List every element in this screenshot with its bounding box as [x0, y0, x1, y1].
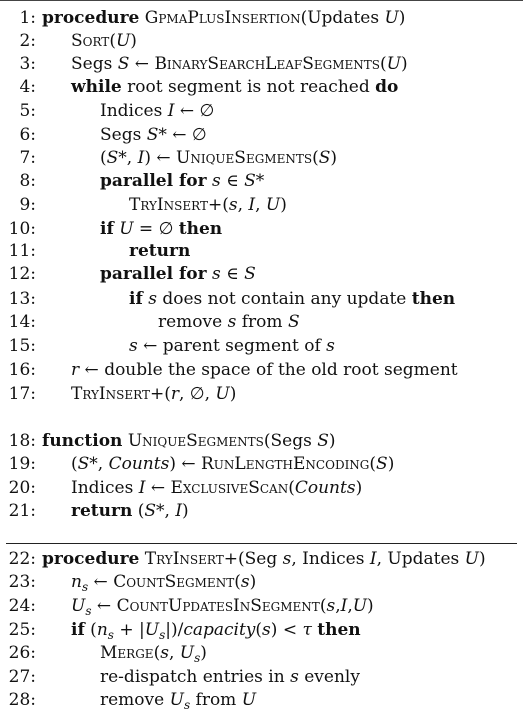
math-variable: U	[386, 54, 401, 74]
line-code	[42, 7, 405, 29]
line-code	[71, 53, 408, 75]
code-text: )	[387, 454, 395, 474]
line-number: 7:	[19, 148, 36, 168]
procedure-name: Merge	[100, 643, 154, 663]
math-variable: S	[317, 431, 329, 451]
math-variable: S	[318, 148, 331, 168]
code-text: (	[319, 596, 327, 616]
line-code	[129, 194, 287, 216]
math-subscript: s	[81, 580, 89, 594]
procedure-name: RunLengthEncoding	[201, 454, 370, 474]
top-rule	[0, 0, 523, 1]
code-text: )	[130, 31, 137, 51]
math-variable: I	[137, 148, 145, 168]
line-number: 8:	[19, 171, 36, 191]
code-text: ←	[91, 596, 117, 616]
math-variable: s	[262, 620, 271, 640]
code-text: (	[100, 148, 107, 168]
line-code	[100, 642, 207, 669]
keyword: if	[129, 289, 143, 309]
math-variable: S*	[77, 454, 98, 474]
code-text: + |	[113, 620, 145, 640]
code-text: ∈	[220, 171, 245, 191]
code-text: )	[249, 572, 257, 592]
code-text: (	[312, 148, 319, 168]
procedure-name: Sort	[71, 31, 110, 51]
line-code	[100, 147, 337, 169]
code-text: (	[234, 572, 241, 592]
code-text: ,	[255, 195, 266, 215]
code-text: ) <	[270, 620, 303, 640]
keyword: while	[71, 77, 122, 97]
code-text: evenly	[298, 667, 360, 687]
line-number: 24:	[8, 596, 36, 616]
math-variable: s	[228, 195, 238, 215]
line-code	[100, 263, 256, 285]
math-variable: τ	[302, 620, 312, 640]
code-text: , Updates	[376, 549, 465, 569]
line-code	[42, 548, 486, 570]
math-subscript: s	[107, 628, 114, 642]
procedure-name: TryInsert	[144, 549, 224, 569]
math-variable: S*	[144, 501, 165, 521]
code-text: )	[328, 431, 336, 451]
line-number: 1:	[19, 8, 36, 28]
line-code	[71, 500, 189, 522]
keyword: function	[42, 431, 123, 451]
math-variable: U	[241, 690, 257, 710]
line-code	[100, 100, 214, 122]
line-code	[100, 124, 207, 146]
procedure-name: GpmaPlusInsertion	[144, 8, 301, 28]
code-text: )	[355, 478, 363, 498]
math-subscript: s	[85, 604, 92, 618]
math-variable: U	[119, 219, 134, 239]
keyword: return	[129, 241, 191, 261]
line-number: 10:	[8, 219, 36, 239]
line-number: 21:	[8, 501, 36, 521]
keyword: if	[100, 219, 114, 239]
keyword: parallel for	[100, 171, 207, 191]
code-text: root segment is not reached	[121, 77, 376, 97]
line-number: 18:	[8, 431, 36, 451]
code-text: from	[190, 690, 242, 710]
math-variable: s	[212, 171, 221, 191]
line-number: 12:	[8, 264, 36, 284]
line-number: 23:	[8, 572, 36, 592]
code-text: )	[367, 596, 374, 616]
line-number: 25:	[8, 620, 36, 640]
math-variable: I	[369, 549, 377, 569]
code-text: ,	[126, 148, 138, 168]
line-number: 13:	[8, 289, 36, 309]
code-text: remove	[100, 690, 170, 710]
math-variable: I	[167, 101, 175, 121]
separator-line	[6, 543, 517, 544]
line-code	[158, 311, 300, 333]
math-variable: n	[71, 572, 82, 592]
math-variable: I	[248, 195, 256, 215]
math-variable: U	[384, 8, 399, 28]
code-text: , Indices	[291, 549, 370, 569]
keyword: return	[71, 501, 133, 521]
line-code	[42, 430, 336, 452]
math-variable: s	[282, 549, 292, 569]
code-text: |)/	[165, 620, 184, 640]
math-variable: U	[71, 596, 86, 616]
code-text: (	[379, 54, 387, 74]
math-variable: U	[144, 620, 160, 640]
code-text: (Updates	[300, 8, 385, 28]
math-variable: U	[115, 31, 131, 51]
line-number: 20:	[8, 478, 36, 498]
math-variable: S*	[106, 148, 127, 168]
procedure-name: TryInsert	[129, 195, 208, 215]
math-variable: s	[160, 643, 169, 663]
line-number: 3:	[19, 54, 36, 74]
code-text: +(	[207, 195, 229, 215]
code-text: (	[84, 620, 97, 640]
code-text: (	[153, 643, 161, 663]
procedure-name: TryInsert	[71, 384, 150, 404]
math-variable: s	[227, 312, 237, 332]
math-variable: s	[326, 336, 335, 356]
math-variable: S*	[244, 171, 265, 191]
code-text: (	[109, 31, 116, 51]
math-subscript: s	[194, 651, 201, 665]
code-text: )	[182, 501, 189, 521]
line-code	[71, 359, 458, 381]
math-variable: I	[138, 478, 146, 498]
line-code	[100, 218, 222, 240]
keyword: then	[317, 620, 361, 640]
code-text: ,	[97, 454, 109, 474]
line-number: 17:	[8, 384, 36, 404]
math-variable: r	[71, 360, 80, 380]
line-number: 22:	[8, 549, 36, 569]
code-text: does not contain any update	[156, 289, 412, 309]
code-text: (	[71, 454, 78, 474]
math-variable: s	[212, 264, 221, 284]
code-text: = ∅	[133, 219, 179, 239]
line-number: 27:	[8, 667, 36, 687]
math-subscript: s	[159, 628, 166, 642]
line-number: 28:	[8, 690, 36, 710]
math-variable: S	[244, 264, 256, 284]
line-code	[71, 477, 362, 499]
code-text: , ∅,	[178, 384, 216, 404]
code-text: ,	[347, 596, 353, 616]
line-code	[71, 595, 374, 622]
math-variable: U	[464, 549, 479, 569]
code-text: )	[330, 148, 337, 168]
math-variable: U	[265, 195, 281, 215]
line-number: 2:	[19, 31, 36, 51]
math-variable: S	[117, 54, 130, 74]
line-number: 14:	[8, 312, 36, 332]
line-number: 26:	[8, 643, 36, 663]
keyword: if	[71, 620, 85, 640]
line-number: 15:	[8, 336, 36, 356]
math-variable: Counts	[108, 454, 170, 474]
math-variable: S	[287, 312, 300, 332]
code-text: ←	[88, 572, 114, 592]
keyword: procedure	[42, 8, 140, 28]
code-text: (	[369, 454, 377, 474]
line-number: 9:	[19, 195, 36, 215]
math-variable: s	[290, 667, 299, 687]
keyword: parallel for	[100, 264, 207, 284]
math-variable: U	[169, 690, 184, 710]
math-variable: s	[129, 336, 138, 356]
code-text: ,	[164, 501, 176, 521]
code-text: +(	[149, 384, 171, 404]
code-text: ,	[168, 643, 180, 663]
code-text: ,	[237, 195, 249, 215]
procedure-name: UniqueSegments	[176, 148, 313, 168]
line-number: 11:	[8, 241, 36, 261]
code-text: remove	[158, 312, 228, 332]
procedure-name: BinarySearchLeafSegments	[154, 54, 380, 74]
code-text: (	[132, 501, 145, 521]
code-text: )	[280, 195, 287, 215]
math-subscript: s	[183, 698, 191, 712]
math-variable: S*	[146, 125, 167, 145]
code-text: ← parent segment of	[137, 336, 327, 356]
procedure-name: ExclusiveScan	[170, 478, 289, 498]
line-number: 6:	[19, 125, 36, 145]
procedure-name: CountUpdatesInSegment	[116, 596, 320, 616]
code-text: Segs	[100, 125, 147, 145]
line-code	[100, 170, 264, 192]
code-text: Segs	[71, 54, 118, 74]
line-number: 5:	[19, 101, 36, 121]
code-text: )	[478, 549, 486, 569]
procedure-name: CountSegment	[113, 572, 235, 592]
line-code	[71, 30, 137, 52]
math-variable: I	[340, 596, 348, 616]
code-text: ,	[335, 596, 341, 616]
line-code	[71, 76, 398, 98]
line-code	[129, 288, 455, 310]
math-variable: Counts	[294, 478, 356, 498]
line-code	[71, 571, 256, 598]
code-text: ← ∅	[174, 101, 215, 121]
code-text: )	[229, 384, 237, 404]
code-text: ∈	[220, 264, 245, 284]
code-text: (	[255, 620, 263, 640]
code-text: )	[400, 54, 408, 74]
math-variable: r	[170, 384, 179, 404]
keyword: then	[411, 289, 456, 309]
code-text: )	[398, 8, 406, 28]
line-number: 16:	[8, 360, 36, 380]
math-variable: U	[215, 384, 230, 404]
line-number: 4:	[19, 77, 36, 97]
keyword: then	[178, 219, 223, 239]
code-text: re-dispatch entries in	[100, 667, 291, 687]
math-variable: capacity	[183, 620, 256, 640]
code-text: ←	[145, 478, 171, 498]
code-text: ← double the space of the old root segment	[79, 360, 458, 380]
code-text: (	[288, 478, 295, 498]
math-variable: U	[179, 643, 195, 663]
code-text: ← ∅	[166, 125, 207, 145]
code-text: Indices	[100, 101, 168, 121]
line-code	[71, 453, 394, 475]
code-text: +(Seg	[223, 549, 283, 569]
line-code	[71, 383, 236, 405]
math-variable: I	[175, 501, 183, 521]
code-text: from	[236, 312, 288, 332]
math-variable: S	[376, 454, 388, 474]
code-text: ) ←	[144, 148, 177, 168]
math-variable: s	[148, 289, 157, 309]
math-variable: s	[240, 572, 250, 592]
math-variable: U	[352, 596, 368, 616]
math-variable: n	[96, 620, 108, 640]
code-text: ←	[129, 54, 155, 74]
code-text: (Segs	[263, 431, 318, 451]
procedure-name: UniqueSegments	[127, 431, 264, 451]
line-code	[129, 335, 335, 357]
line-code	[100, 666, 360, 688]
code-text: )	[200, 643, 207, 663]
line-code	[129, 240, 190, 262]
keyword: procedure	[42, 549, 140, 569]
line-number: 19:	[8, 454, 36, 474]
keyword: do	[375, 77, 399, 97]
code-text: ) ←	[169, 454, 201, 474]
math-variable: s	[326, 596, 336, 616]
code-text: Indices	[71, 478, 139, 498]
